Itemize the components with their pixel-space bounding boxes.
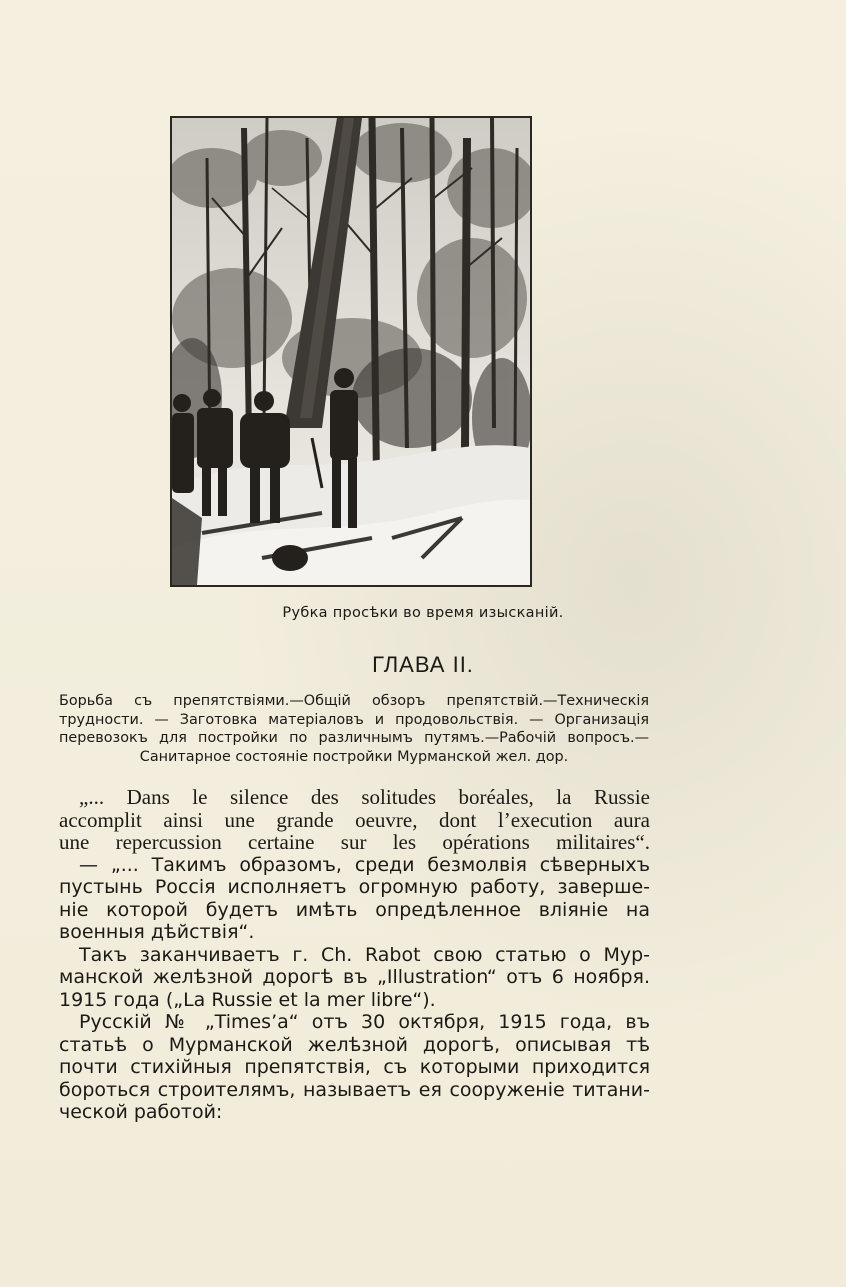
body-line: Такъ заканчиваетъ г. Ch. Rabot свою статью о Мур- <box>79 943 650 966</box>
photo-caption: Рубка просѣки во время изысканій. <box>282 605 564 621</box>
chapter-summary <box>59 692 649 766</box>
body-line: почти стихійныя препятствія, съ которыми приходится <box>59 1056 650 1078</box>
body-line: ческой работой: <box>59 1101 223 1123</box>
summary-line: перевозокъ для постройки по различнымъ путямъ.—Рабочій вопросъ.— <box>59 730 649 746</box>
body-line: „... Dans le silence des solitudes boréales, la Russie <box>79 785 650 809</box>
body-line: accomplit ainsi une grande oeuvre, dont l’execution aura <box>59 807 650 832</box>
body-line: пустынь Россія исполняетъ огромную работу, заверше- <box>59 876 650 898</box>
body-line: une repercussion certaine sur les opérations militaires“. <box>59 830 650 854</box>
summary-line: трудности. — Заготовка матеріаловъ и продовольствія. — Организація <box>59 711 649 728</box>
body-line: ніе которой будетъ имѣть опредѣленное вліяніе на <box>59 898 650 921</box>
body-text <box>59 786 650 1124</box>
body-line: манской желѣзной дорогѣ въ „Illustration“ отъ 6 ноября. <box>59 966 650 988</box>
chapter-heading: ГЛАВА II. <box>372 652 474 677</box>
summary-line: Борьба съ препятствіями.—Общій обзоръ препятствій.—Техническія <box>59 693 649 709</box>
summary-line: Санитарное состояніе постройки Мурманской жел. дор. <box>139 748 569 765</box>
body-line: Русскій № „Times’a“ отъ 30 октября, 1915 года, въ <box>79 1011 650 1033</box>
forest-clearing-photo <box>170 116 532 587</box>
body-line: — „... Такимъ образомъ, среди безмолвія сѣверныхъ <box>79 853 650 876</box>
body-line: военныя дѣйствія“. <box>59 921 255 943</box>
body-line: 1915 года („La Russie et la mer libre“). <box>59 988 436 1011</box>
body-line: бороться строителямъ, называетъ ея сооруженіе титани- <box>59 1078 650 1101</box>
body-line: статьѣ о Мурманской желѣзной дорогѣ, описывая тѣ <box>59 1033 650 1056</box>
